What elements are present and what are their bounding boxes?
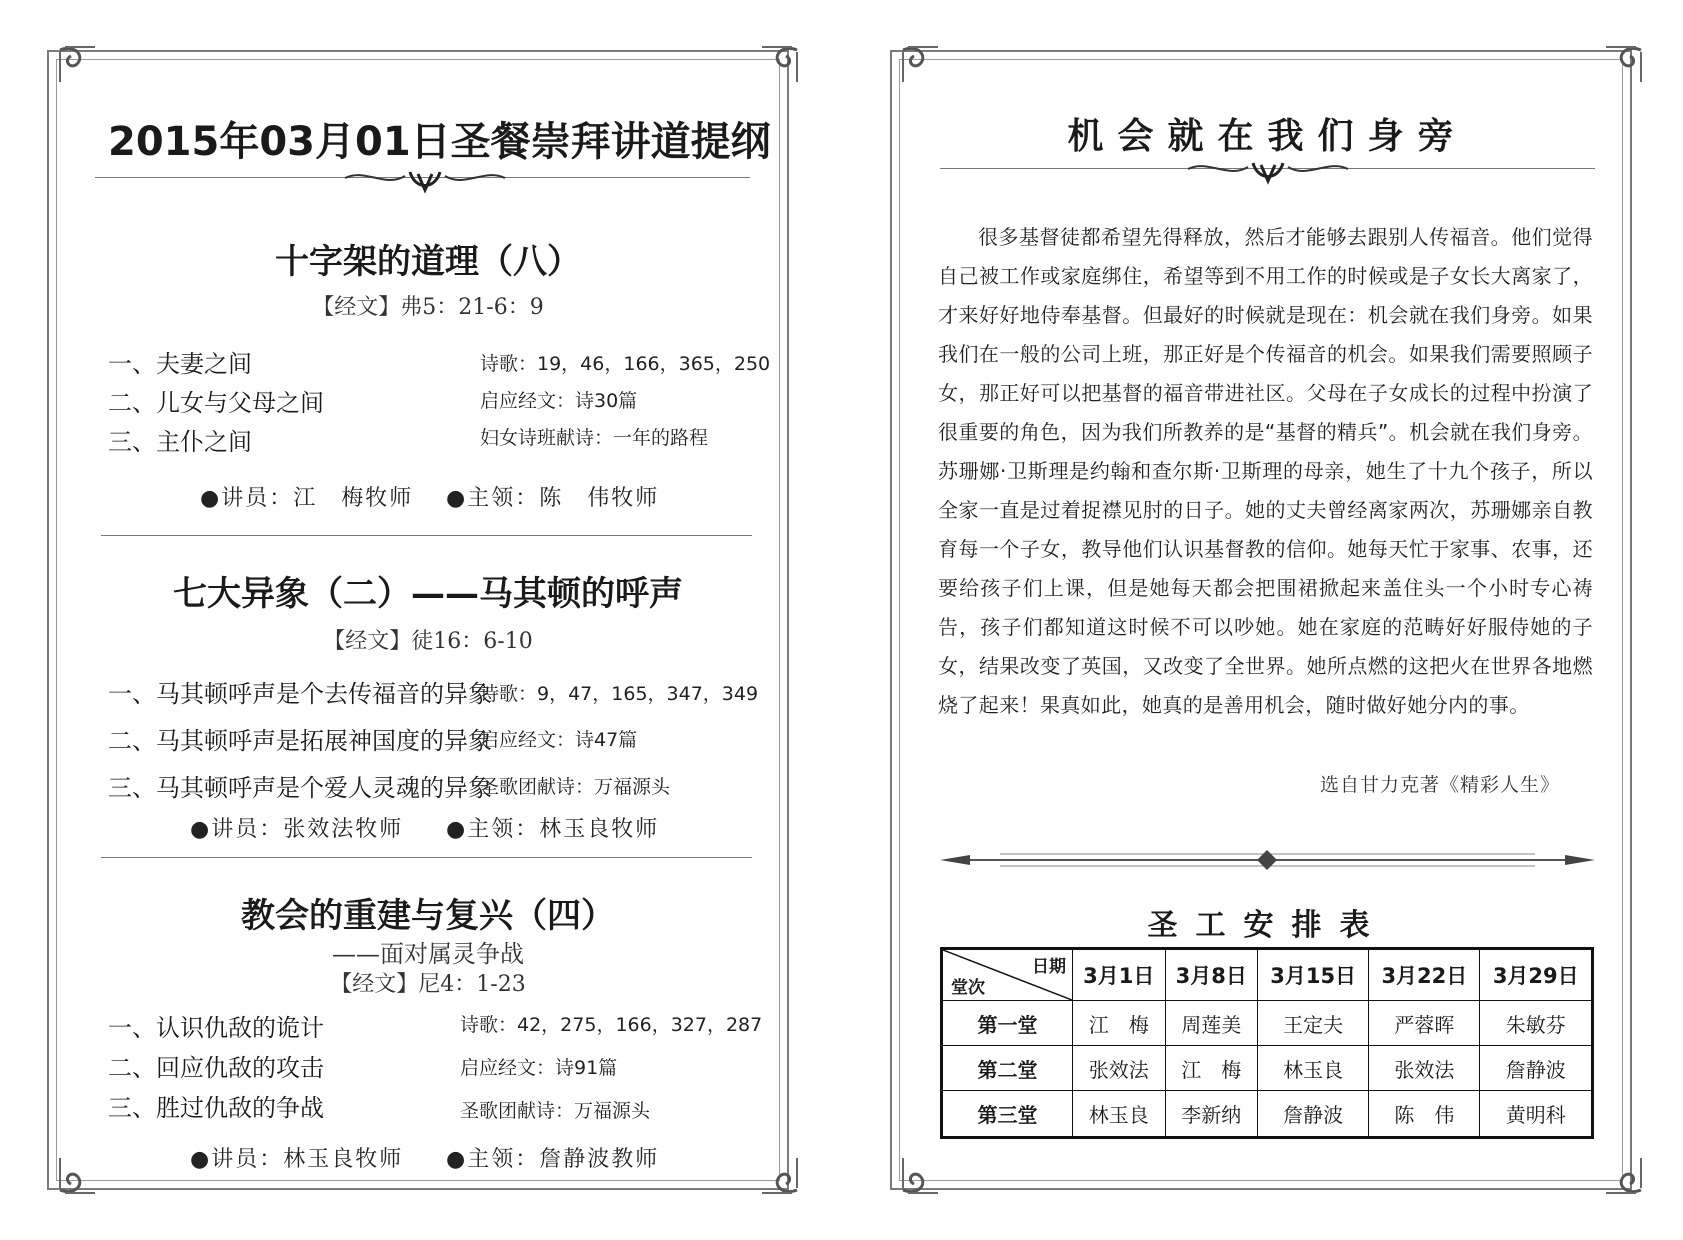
table-cell: 朱敏芬 xyxy=(1480,1001,1593,1046)
article-source: 选自甘力克著《精彩人生》 xyxy=(1320,774,1561,796)
table-cell: 江 梅 xyxy=(1165,1046,1258,1091)
flourish-ornament-icon xyxy=(1183,159,1353,185)
corner-ornament-icon xyxy=(732,1128,802,1198)
outline-point: 二、儿女与父母之间 xyxy=(108,389,324,417)
outline-point: 一、马其顿呼声是个去传福音的异象 xyxy=(108,680,492,708)
corner-ornament-icon xyxy=(55,42,125,112)
table-cell: 严蓉晖 xyxy=(1369,1001,1480,1046)
table-cell: 林玉良 xyxy=(1073,1091,1166,1138)
article-title: 机会就在我们身旁 xyxy=(1067,115,1468,157)
divider xyxy=(101,535,752,536)
article-body: 很多基督徒都希望先得释放，然后才能够去跟别人传福音。他们觉得自己被工作或家庭绑住，希望等到不用工作的时候或是子女长大离家了，才来好好地侍奉基督。但最好的时候就是现在：机会就在我们身旁。如果我们在一般的公司上班，那正好是个传福音的机会。如果我们需要照顾子女，那正好可以把基督的福音带进社区。父母在子女成长的过程中扮演了很重要的角色，因为我们所教养的是“基督的精兵”。机会就在我们身旁。苏珊娜·卫斯理是约翰和查尔斯·卫斯理的母亲，她生了十九个孩子，所以全家一直是过着捉襟见肘的日子。她的丈夫曾经离家两次，苏珊娜亲自教育每一个子女，教导他们认识基督教的信仰。她每天忙于家事、农事，还要给孩子们上课，但是她每天都会把围裙掀起来盖住头一个小时专心祷告，孩子们都知道这时候不可以吵她。她在家庭的范畴好好服侍她的子女，结果改变了英国，又改变了全世界。她所点燃的这把火在世界各地燃烧了起来！果真如此，她真的是善用机会，随时做好她分内的事。 xyxy=(938,225,1593,717)
hymn-numbers: 诗歌：19，46，166，365，250 xyxy=(480,353,771,375)
flourish-ornament-icon xyxy=(340,168,510,194)
outline-point: 三、主仆之间 xyxy=(108,428,252,456)
date-header: 3月1日 xyxy=(1073,949,1166,1001)
table-cell: 张效法 xyxy=(1369,1046,1480,1091)
ornamental-divider-icon xyxy=(940,848,1595,872)
sermon-title: 十字架的道理（八） xyxy=(275,242,581,282)
table-cell: 黄明科 xyxy=(1480,1091,1593,1138)
table-cell: 詹静波 xyxy=(1480,1046,1593,1091)
responsive-reading: 启应经文：诗47篇 xyxy=(480,729,638,751)
leader: ●主领：詹静波教师 xyxy=(446,1147,660,1172)
sermon-title: 教会的重建与复兴（四） xyxy=(241,896,615,936)
outline-point: 三、胜过仇敌的争战 xyxy=(108,1094,324,1122)
outline-point: 二、回应仇敌的攻击 xyxy=(108,1054,324,1082)
corner-header-cell xyxy=(942,949,1073,1001)
hymn-numbers: 诗歌：42，275，166，327，287 xyxy=(460,1014,763,1036)
date-header: 3月22日 xyxy=(1369,949,1480,1001)
service-axis-label: 堂次 xyxy=(951,978,985,998)
date-header: 3月15日 xyxy=(1258,949,1369,1001)
scripture-reference: 【经文】尼4：1-23 xyxy=(330,972,526,997)
service-schedule-table xyxy=(940,947,1594,1139)
table-cell: 詹静波 xyxy=(1258,1091,1369,1138)
date-axis-label: 日期 xyxy=(1032,957,1066,977)
table-cell: 陈 伟 xyxy=(1369,1091,1480,1138)
corner-ornament-icon xyxy=(1576,42,1646,112)
date-header: 3月29日 xyxy=(1480,949,1593,1001)
sermon-title: 七大异象（二）——马其顿的呼声 xyxy=(173,574,683,614)
table-cell: 王定夫 xyxy=(1258,1001,1369,1046)
service-label: 第二堂 xyxy=(942,1046,1073,1091)
responsive-reading: 启应经文：诗30篇 xyxy=(480,390,638,412)
table-row xyxy=(942,1001,1593,1046)
divider xyxy=(101,857,752,858)
table-cell: 张效法 xyxy=(1073,1046,1166,1091)
table-row xyxy=(942,1091,1593,1138)
table-cell: 周莲美 xyxy=(1165,1001,1258,1046)
speaker: ●讲员：林玉良牧师 xyxy=(190,1147,404,1172)
hymn-numbers: 诗歌：9，47，165，347，349 xyxy=(480,683,759,705)
outline-point: 三、马其顿呼声是个爱人灵魂的异象 xyxy=(108,774,492,802)
table-cell: 李新纳 xyxy=(1165,1091,1258,1138)
choir-anthem: 妇女诗班献诗：一年的路程 xyxy=(480,427,709,449)
speaker: ●讲员：江 梅牧师 xyxy=(200,486,414,511)
choir-anthem: 圣歌团献诗：万福源头 xyxy=(460,1100,651,1122)
leader: ●主领：陈 伟牧师 xyxy=(446,486,660,511)
corner-ornament-icon xyxy=(1576,1128,1646,1198)
outline-point: 二、马其顿呼声是拓展神国度的异象 xyxy=(108,727,492,755)
responsive-reading: 启应经文：诗91篇 xyxy=(460,1057,618,1079)
speaker: ●讲员：张效法牧师 xyxy=(190,817,404,842)
service-label: 第三堂 xyxy=(942,1091,1073,1138)
corner-ornament-icon xyxy=(55,1128,125,1198)
table-cell: 江 梅 xyxy=(1073,1001,1166,1046)
corner-ornament-icon xyxy=(898,1128,968,1198)
page-title: 2015年03月01日圣餐崇拜讲道提纲 xyxy=(108,119,771,165)
choir-anthem: 圣歌团献诗：万福源头 xyxy=(480,776,671,798)
schedule-title: 圣工安排表 xyxy=(1147,908,1388,943)
scripture-reference: 【经文】弗5：21-6：9 xyxy=(312,295,544,320)
outline-point: 一、认识仇敌的诡计 xyxy=(108,1014,324,1042)
sermon-subtitle: ——面对属灵争战 xyxy=(332,940,524,968)
service-label: 第一堂 xyxy=(942,1001,1073,1046)
table-row xyxy=(942,1046,1593,1091)
corner-ornament-icon xyxy=(732,42,802,112)
table-cell: 林玉良 xyxy=(1258,1046,1369,1091)
table-header-row xyxy=(942,949,1593,1001)
outline-point: 一、夫妻之间 xyxy=(108,350,252,378)
leader: ●主领：林玉良牧师 xyxy=(446,817,660,842)
date-header: 3月8日 xyxy=(1165,949,1258,1001)
scripture-reference: 【经文】徒16：6-10 xyxy=(323,629,533,654)
corner-ornament-icon xyxy=(898,42,968,112)
